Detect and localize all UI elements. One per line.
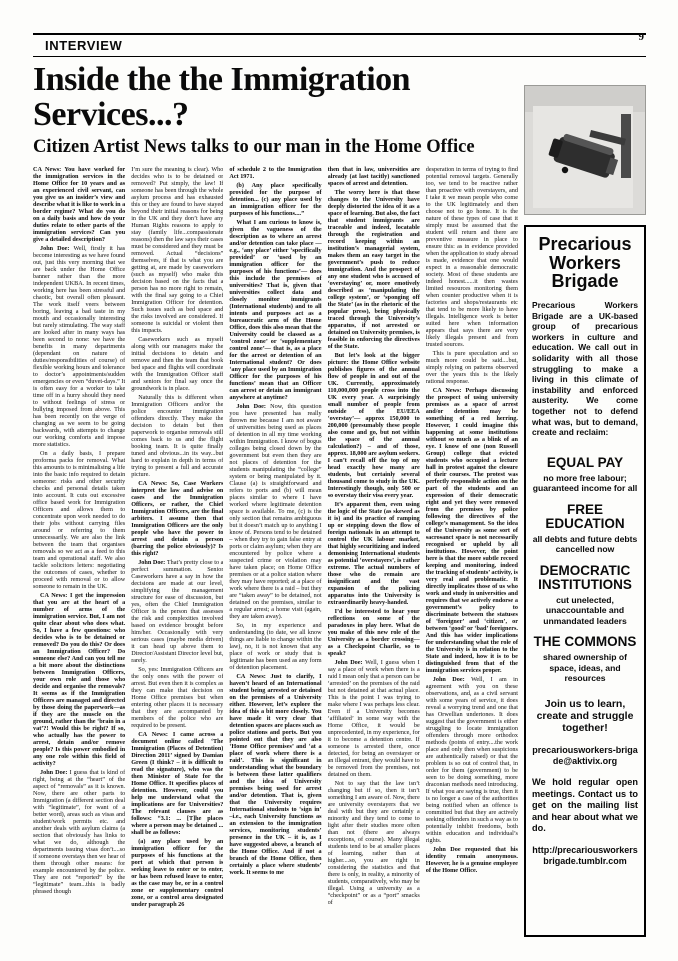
article-paragraph: The worry here is that these changes to the University have deeply distorted the idea of it as a space of learning. But also, the fact that student immigrants are traceable and indeed, locatable through the registration and record keeping within an institution’s managerial system, makes them an easy target in the government’s push to reduce immigration. And the prospect of any one student who is accused of ‘overstaying’ or, more emotively described as ‘manipulating the college system’, or ‘sponging off the State’ (as in the rhetoric of the popular press), being physically traced through the University’s apparatus, if not arrested or detained on University premises, is feasible in enforcing the directives of the State. [327, 188, 420, 350]
article-paragraph: I’m sure the meaning is clear). Who decides who is to be detained or removed? Put simply, the law! If someone has been through the whole asylum process and has exhausted this or they are found to have stayed beyond their initial reasons for being in the UK and they don’t have any Human Rights reasons to apply to stay (family life...compassionate reasons) then the law says their cases must be considered and they must be removed. Actual “decisions” themselves, if that is what you are getting at, are made by caseworkers (such as myself) who make this decision based on the facts that a person has no more right to remain, with the final say going to a Chief Immigration Officer for detention. Such issues such as bed space and the risks involved are considered. If someone is suicidal or violent then this impacts. [131, 165, 224, 334]
subheadline: Citizen Artist News talks to our man in the Home Office [33, 137, 475, 158]
speaker-label: CA News: [138, 479, 172, 487]
speaker-label: John Doe: [236, 402, 271, 410]
headline: Inside the the Immigration Services...? [33, 61, 411, 133]
article-paragraph: CA News: I get the impression that you are at the heart of a number of arms of the immigration service. But, I am not quite clear about who does what. So, I have a few questions: who decides who is to be detained or removed? Do you do this? Or does an Immigration Officer? Do someone else? And can you tell me a bit more about the distinctions between Immigration Officers, your own role and those who decide and organise the removals? It seems as if the Immigration Officers are managed and directed by those doing the paperwork—as if they are the muscle on the ground, rather than the ‘brain in a vat’?! Would this be right? If so, who actually has the power to arrest, detain and/or remove people? Is this power embodied in any one role within this field of activity? [33, 591, 126, 767]
article-paragraph: John Doe: I guess that is kind of right, being at the “heart” of the aspect of “removals” as it is known. Now, there are other parts to Immigration (a different section deal with “legitimate”, for want of a better word), areas such as visas and student/work permits etc. and another deals with asylum claims (a section that obviously has links to what we do, although the departments issuing visas don’t....so if someone overstays then we hear of them through other means: for example encountered by the police. They are not “reported” by the “legitimate” team...this is badly phrased though [33, 768, 126, 895]
article-paragraph: CA News: You have worked for the immigration services in the Home Office for 10 years and as an experienced civil servant, can you give us an insider’s view and describe what it is like to work in a border regime? What do you do on a daily basis and how do your duties relate to other parts of the immigration services? Can you give a detailed description? [33, 165, 126, 243]
section-label: INTERVIEW [45, 38, 123, 53]
article-paragraph: It’s apparent then, even using the logic of the State (as skewed as it is) and its practice of ramping up or stepping down the flow of foreign nationals in an attempt to control the UK labour market, that highly securitizing and indeed demonising International students as potential ‘overstayers’, is rather extreme. The actual numbers of those who do remain are insignificant and the vast expansion of the policing apparatus into the University is extraordinarily heavy-handed. [327, 500, 420, 606]
speaker-label: CA News: [432, 386, 466, 394]
article-paragraph: Caseworkers such as myself along with our managers make the initial decisions to detain and remove and then the team that book bed space and flights will coordinate with the Immigration Officer staff and seniors for final say once the groundwork is in place. [131, 335, 224, 392]
article-paragraph: John Doe: Well, I am in agreement with you on these observations, and, as a civil servant with some years of service, it does reveal a worrying trend and one that has Orwellian undertones. It does suggest that the government is either struggling to locate immigration offenders through more orthodox methods (points of entry....the work place and only then when suspicions are authentically raised) or that the problem is so out of control that, in order for them (government) to be seen to be doing something, more draconian methods need introducing. If what you are saying is true, then it is no longer a case of the authorities being notified when an offence is committed but that they are actively seeking offenders in such a way as to potentially inhibit freedoms, both within education and individual’s rights. [425, 675, 518, 844]
pwb-section-heading: DEMOCRATIC INSTITUTIONS [538, 562, 632, 592]
speaker-label: CA News: [33, 165, 65, 173]
pwb-call-to-action: Join us to learn, create and struggle together! [536, 697, 634, 734]
sidebar [524, 61, 646, 937]
article-paragraph: Naturally this is different when Immigration Officers and/or the police encounter immigration offenders directly. They make the decision to detain but then paperwork to organise removals still comes back to us and the flight booking team. It is quite finally tuned and obvious...in its way...but hard to explain in depth in terms of trying to present a full and accurate picture. [131, 393, 224, 478]
article-paragraph: desperation in terms of trying to find potential removal targets. Generally too, we tend to be reactive rather than proactive with overstayers, and I take it we mean people who come to the UK legitimately and then choose not to go home. It is the nature of these types of case that it simply must be assumed that the student will return and there are preventive measure in place to ensure this: as in evidence provided when the application to study abroad is made, evidence that one would expect in a reasonable democratic society. Most of these students are indeed honest......it then wastes limited resources monitoring them when counter productive when it is factories and shops/restaurants etc that tend to be more likely to have illegals. Intelligence work is better suited here when information appears that says there are very likely illegals present and from trusted sources. [425, 165, 518, 348]
pwb-section-heading: EQUAL PAY [546, 454, 624, 470]
speaker-label: John Doe: [40, 768, 70, 776]
cctv-photo [524, 85, 646, 215]
article-column-1 [33, 166, 125, 961]
article-paragraph: of schedule 2 to the Immigration Act 1971. [229, 165, 322, 180]
pwb-meetings-text: We hold regular open meetings. Contact us to get on the mailing list and hear about what we do. [532, 777, 638, 834]
article-paragraph: On a daily basis, I prepare proforma packs for removal. What this amounts to is minimalising a life into the basic info required to detain someone: risks and other security checks and personal details taken into account. It cuts out excessive office based work for Immigration Officers and allows them to concentrate upon work needed to do their jobs without carrying files around or referring to them unnecessarily. We are also the link between the team that organises removals so we act as a feed to this team and operational staff. We also tackle solicitors letters: negotiating the outcomes of cases, whether to proceed with removal or to allow someone to remain in the UK. [33, 449, 126, 590]
article-column-2 [131, 166, 223, 961]
masthead [33, 33, 646, 57]
article-paragraph: CA News: So, Case Workers interpret the law and advise on cases and the Immigration Officers, or rather, the Chief Immigration Officers, are the final arbiters. I assume then that Immigration Officers are the only people who have the power to arrest and detain a person (barring the police obviously)? Is this right? [131, 479, 224, 557]
pwb-intro: Precarious Workers Brigade are a UK-based group of precarious workers in culture and education. We call out in solidarity with all those struggling to make a living in this climate of instability and enforced austerity. We come together not to defend what was, but to demand, create and reclaim: [532, 300, 638, 438]
pwb-section-text: no more free labour; guaranteed income for all [532, 472, 638, 494]
article-paragraph: So, in my experience and understanding (to date, we all know things are liable to change within the law), no, it is not known that any place of work or study that is legitimate has been used as any form of detention placement. [229, 621, 322, 671]
article-column-5 [426, 166, 518, 961]
pwb-section-text: shared ownership of space, ideas, and resources [542, 652, 628, 684]
article-paragraph: What I am curious to know is, given the vagueness of the description as to where an arrest and/or detention can take place — e.g., ‘any place’ either ‘specifically provided’ or ‘used by an immigration officer for the purposes of his functions’— does this include the premises of universities? That is, given that universities collect data and closely monitor immigrants (International students) and to all intents and purposes act as a bureaucratic arm of the Home Office, does this also mean that the University could be classed as a ‘control zone’ or ‘supplementary control zone’— that is, as a place for the arrest or detention of an International student? Or does ‘any place used by an Immigration Officer for the purposes of his functions’ mean that an Officer can arrest or detain an immigrant anywhere at anytime? [229, 218, 322, 401]
article-paragraph: then that in law, universities are already (at last tacitly) sanctioned spaces of arrest and detention. [327, 165, 420, 187]
article-columns [33, 166, 518, 961]
article [33, 61, 518, 937]
speaker-label: John Doe: [40, 244, 74, 252]
article-paragraph: John Doe: That’s pretty close to a perfect summation. Senior Caseworkers have a say in how the decisions are made at our level, simplifying the management structure for ease of discussion, but yes, often the Chief Immigration Officer is the person that assesses the risk and complexities involved based on evidence brought before him/her. Occasionally with very serious cases (maybe media driven) it can head up above them to Director/Assistant Director level but, rarely. [131, 558, 224, 664]
pwb-section-text: all debts and future debts cancelled now [532, 533, 638, 555]
pwb-section-text: cut unelected, unaccountable and unmandated leaders [543, 594, 627, 626]
pwb-sections [532, 447, 638, 684]
article-paragraph: But let’s look at the bigger picture: the Home Office website publishes figures of the annual flow of people in and out of the UK. Currently, approximately 110,000,000 people cross into the UK every year. A surprisingly small number of people from outside of the EU/EEA ‘overstay’— approx 150,000 to 200,000 (presumably these people also come and go, but not within the space of the annual calculation?) – and of those, approx. 18,000 are asylum seekers. I can’t recall off the top of my head exactly how many are students, but certainly several thousand come to study in the UK. Interestingly though, only 500 or so overstay their visa every year. [327, 351, 420, 499]
article-paragraph: Not to say that the law isn’t changing but if so, then it isn’t something I am aware of. Now, there are university overstayers that we deal with but they are certainly a minority and they tend to come to light after their studies more often than not (there are always exceptions, of course). Many illegal students tend to be at smaller places of learning, rather than at higher....so, you are right in considering the statistics and that there is only, in reality, a minority of students, comparatively, who may be illegal. Using a university as a “checkpoint” or as a “port” smacks of [327, 779, 420, 906]
article-paragraph: CA News: Just to clarify, I haven’t heard of an International student being arrested or detained on the premises of a University either. However, let’s explore the idea of this a bit more closely. You have made it very clear that detention spaces are places such as police stations and ports. But you pointed out that they are also ‘Home Office premises’ and ‘at a place of work where there is a raid’. This is significant in understanding what the boundary is between these latter qualifiers and the idea of University premises being used for arrest and/or detention. That is, given that the University requires International students to ‘sign in’ –i.e., each University functions as an extension to the immigration services, monitoring students’ presence in the UK – it is, as I have suggested above, a branch of the Home Office. And if not a branch of the Home Office, then certainly a place where students’ work. It seems to me [229, 672, 322, 876]
article-paragraph: CA News: I came across a document online called ‘The Immigration (Places of Detention) Direction 2011’ signed by Damian Green (I think? – it is difficult to read the signature), who was the then Minister of State for the Home Office. It specifies places of detention. However, could you help me understand what the implications are for Universities? The relevant clauses are as follows: “3.1: ... [T]he places where a person may be detained ... shall be as follows: [131, 730, 224, 836]
article-paragraph: CA News: Perhaps discussing the prospect of using university premises as a space of arrest and/or detention may be something of a red herring. However, I could imagine this happening at some institutions without so much as a blink of an eye. I know of one (non Russell Group) college that evicted students who occupied a lecture hall in protest against the closure of their courses. The protest was perfectly responsible action on the part of the students and an expression of their democratic right and yet they were removed from the premises by police following the directives of the college’s management. So the idea of the University as some sort of sacrosanct space is not necessarily recognised or upheld by all institutions. However, the point here is that the more subtle record keeping and monitoring, indeed the tracking of students’ activity, is very real and problematic. It directly implicates those of us who work and study in universities and requires that we actively endorse a government’s policy to discriminate between the statuses of ‘foreigner’ and ‘citizen’, or between ‘good’ or ‘bad’ foreigners. And this has wider implications for understanding what the role of the University is in relation to the State and indeed, how it is to be distinguished from that of the immigration services proper. [425, 386, 518, 674]
pwb-email: precariousworkers-brigade@aktivix.org [532, 744, 638, 766]
article-paragraph: John Doe: Now, this question you have presented has really thrown me because I am not aware of universities being used as places of detention in all my time working within Immigration. I know of bogus colleges being closed down by the government but even then they are not places of detention for the students manipulating the “college” system or being manipulated by it. Clause (a) is straightforward and refers to ports and (b) will mean places similar to where I have worked where legitimate detention space is available. To me, (c) is the only section that remains ambiguous but it doesn’t match up to anything I know of. Persons tend to be detained – when they try to gain false entry at ports or claim asylum; when they are encountered by police where a suspected crime or violation may have taken place; on Home Office premises or at a police station where they may have reported; at a place of work where there is a raid – but they are “taken away” to be detained, not detained on the premises, similar to a regular arrest; a home visit (again, they are taken away). [229, 402, 322, 620]
section-rule [33, 56, 646, 57]
main-content [33, 61, 646, 937]
speaker-label: John Doe: [138, 558, 167, 566]
article-paragraph: (b) Any place specifically provided for the purpose of detention... (c) any place used by an immigration officer for the purposes of his functions....” [229, 181, 322, 217]
speaker-label: John Doe: [432, 675, 472, 683]
article-paragraph: I’d be interested to hear your reflections on some of the paradoxes in play here. What do you make of this new role of the University as a border crossing—as a Checkpoint Charlie, so to speak? [327, 607, 420, 657]
article-paragraph: This is pure speculation and so much more could be said....but, simply relying on patterns observed over the years this is the likely rational response. [425, 349, 518, 385]
article-paragraph: John Doe requested that his identity remain anonymous. However, he is a genuine employee of the Home Office. [425, 845, 518, 874]
pwb-url: http://precariousworkersbrigade.tumblr.com [532, 844, 638, 866]
article-column-4 [328, 166, 420, 961]
pwb-title: Precarious Workers Brigade [538, 234, 632, 292]
cctv-camera-icon [525, 86, 646, 215]
speaker-label: CA News: [236, 672, 271, 680]
pwb-box [524, 225, 646, 937]
speaker-label: John Doe: [334, 658, 366, 666]
article-paragraph: (a) any place used by an immigration officer for the purposes of his functions at the port at which that person is seeking leave to enter or to enter, or has been refused leave to enter, as the case may be, or in a control zone or supplementary control zone, or a control area designated under paragraph 26 [131, 837, 224, 908]
article-column-3 [229, 166, 321, 961]
pwb-section-heading: THE COMMONS [533, 634, 637, 650]
article-paragraph: So, yes: Immigration Officers are the only ones with the power of arrest. But even then it is complex as they can make that decision on Home Office premises but when entering other places it is necessary that they are accompanied by members of the police who are required to be present. [131, 665, 224, 729]
speaker-label: CA News: [138, 730, 173, 738]
page-number: 9 [638, 31, 644, 43]
speaker-label: CA News: [40, 591, 70, 599]
pwb-section-heading: FREE EDUCATION [545, 501, 625, 531]
article-paragraph: John Doe: Well, firstly it has become interesting as we have found out, just this very morning that we are back under the Home Office banner rather than the more independent UKBA. In recent times, working here has been stressful and chaotic, but overall often pleasant. The work itself veers between boring, leaving a bad taste in my mouth and occasionally interesting but rarely stimulating. The way staff are looked after in many ways has been second to none: we have the benefits in many departments (dependant on nature of duties/responsibilities of course) of flexible working hours and tolerance to doctor’s appointments/sudden emergencies or even “duvet-days.” It is often easy for a worker to take time off in a hurry should they need to without feelings of stress or bullying imposed from above. This has been recently on the verge of changing as we seem to be going backwards, with attempts to change our working comforts and impose more statistics. [33, 244, 126, 448]
article-paragraph: John Doe: Well, I guess when I say a place of work when there is a raid I mean only that a person can be ‘arrested’ on the premises of the raid but not detained at that actual place. This is the point I was trying to make where I was perhaps less clear. Even if a University becomes ‘affiliated’ in some way with the Home Office, it would be unprecedented, in my experience, for it to become a detention centre. If someone is arrested there, once detected, for being an overstayer or an illegal entrant, they would have to be removed from the premises, not detained on them. [327, 658, 420, 778]
